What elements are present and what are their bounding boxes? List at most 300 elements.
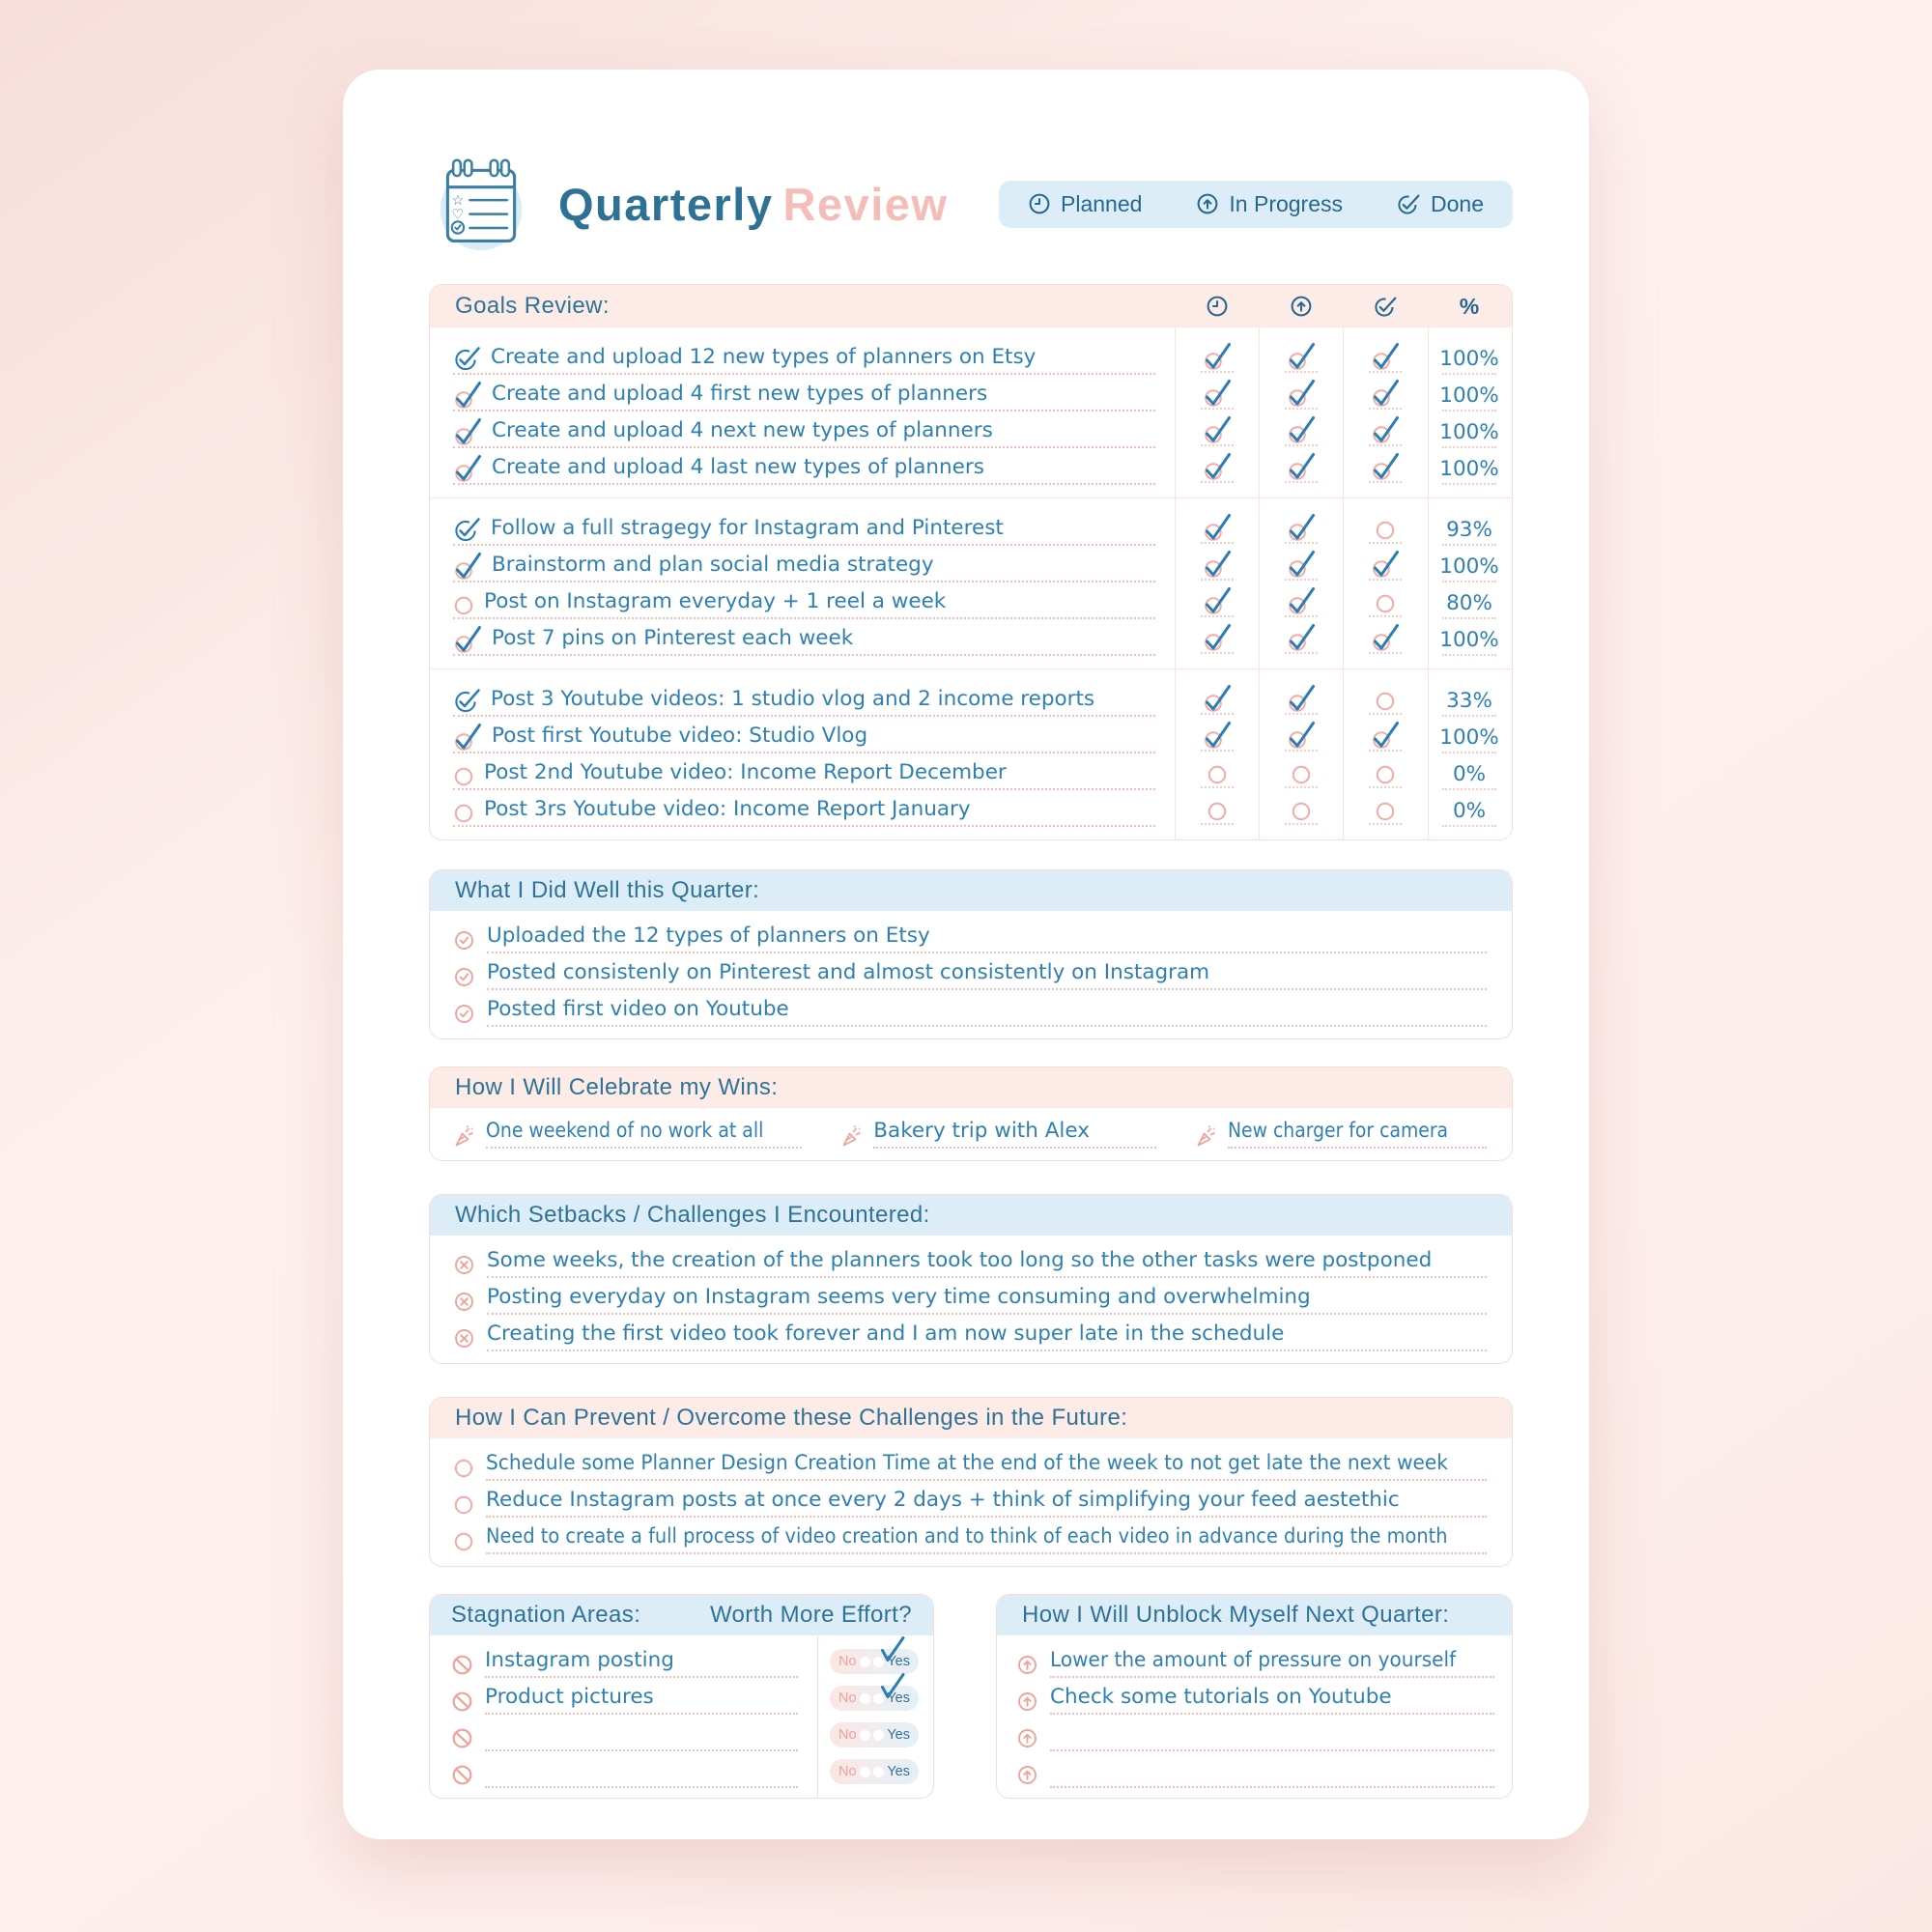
percent-value: 80%	[1446, 590, 1492, 615]
status-dotted-line	[1201, 542, 1234, 544]
status-dotted-line	[1369, 652, 1402, 654]
check-icon	[1203, 512, 1232, 541]
stagnation-row	[430, 1641, 933, 1678]
goal-row	[430, 619, 1512, 656]
setbacks-title: Which Setbacks / Challenges I Encountered:	[455, 1202, 930, 1228]
circle-arrow-up-icon	[1016, 1764, 1038, 1786]
celebrate-item	[453, 1110, 802, 1149]
status-dotted-line	[1369, 579, 1402, 581]
status-planned-cell[interactable]	[1175, 720, 1259, 753]
goal-label: Post 2nd Youtube video: Income Report December	[484, 760, 1007, 785]
goal-label: Create and upload 12 new types of planners on Etsy	[491, 345, 1037, 370]
status-done-cell[interactable]	[1343, 451, 1428, 485]
check-icon	[1371, 451, 1400, 480]
check-circle-icon	[1374, 295, 1398, 318]
svg-text:☆: ☆	[451, 192, 465, 209]
entry-text: Uploaded the 12 types of planners on Etsy	[487, 923, 930, 949]
celebrate-body	[430, 1108, 1512, 1160]
status-planned-cell[interactable]	[1175, 549, 1259, 582]
stagnation-row	[430, 1678, 933, 1715]
status-dotted-line	[1285, 786, 1318, 788]
status-dotted-line	[1369, 444, 1402, 446]
toggle-no-label: No	[838, 1654, 857, 1669]
goal-label: Create and upload 4 first new types of planners	[492, 382, 988, 407]
percent-value: 93%	[1446, 517, 1492, 542]
circle-x-icon	[453, 1291, 475, 1313]
goal-label: Follow a full stragegy for Instagram and Pinterest	[491, 516, 1004, 541]
celebrate-section	[429, 1066, 1513, 1161]
entry-line[interactable]	[1050, 1783, 1494, 1788]
no-entry-icon	[451, 1690, 473, 1713]
status-dotted-line	[1201, 652, 1234, 654]
status-dotted-line	[1285, 371, 1318, 373]
legend-label: Done	[1431, 190, 1484, 216]
check-icon	[1287, 378, 1316, 407]
entry-line[interactable]	[487, 998, 1487, 1027]
check-icon	[1287, 585, 1316, 614]
entry-line[interactable]	[485, 1783, 798, 1788]
yes-check-icon	[879, 1672, 906, 1701]
stagnation-section	[429, 1594, 934, 1799]
goal-row	[430, 338, 1512, 375]
status-planned-cell[interactable]	[1175, 764, 1259, 790]
stagnation-item	[430, 1751, 798, 1788]
status-done-cell[interactable]	[1343, 341, 1428, 375]
worth-effort-toggle[interactable]	[830, 1686, 919, 1711]
unblock-section	[996, 1594, 1513, 1799]
percent-cell	[1428, 456, 1511, 486]
entry-text: Product pictures	[485, 1685, 654, 1710]
column-divider-line	[1428, 327, 1429, 839]
percent-dotted-line	[1442, 373, 1496, 375]
entry-line[interactable]	[486, 1120, 802, 1149]
check-icon	[1287, 341, 1316, 370]
goal-group-2	[430, 497, 1512, 668]
entry-line[interactable]	[487, 924, 1487, 953]
status-done-cell[interactable]	[1343, 801, 1428, 827]
check-icon	[1371, 720, 1400, 749]
goal-done-circle-icon	[453, 688, 481, 714]
status-dotted-line	[1369, 786, 1402, 788]
status-inprogress-cell[interactable]	[1259, 720, 1343, 753]
unblock-header	[997, 1595, 1512, 1635]
percent-dotted-line	[1442, 654, 1496, 656]
did-well-section	[429, 869, 1513, 1039]
status-dotted-line	[1369, 823, 1402, 825]
circle-check-icon	[453, 966, 475, 988]
status-done-cell[interactable]	[1343, 593, 1428, 619]
status-inprogress-cell[interactable]	[1259, 764, 1343, 790]
entry-line[interactable]	[487, 1322, 1487, 1351]
title-secondary: Review	[782, 178, 949, 230]
unblock-title: How I Will Unblock Myself Next Quarter:	[1022, 1602, 1450, 1628]
goal-label: Post on Instagram everyday + 1 reel a week	[484, 589, 947, 614]
no-entry-icon	[451, 1727, 473, 1749]
status-done-cell[interactable]	[1343, 414, 1428, 448]
goal-text-field[interactable]	[453, 416, 1155, 448]
no-entry-icon	[451, 1654, 473, 1676]
prevent-title: How I Can Prevent / Overcome these Challenges in the Future:	[455, 1405, 1128, 1431]
goal-label: Post 3rs Youtube video: Income Report January	[484, 797, 971, 822]
percent-dotted-line	[1442, 788, 1496, 790]
entry-line[interactable]	[485, 1686, 798, 1715]
goal-circle-icon	[453, 766, 474, 787]
entry-line[interactable]	[486, 1452, 1487, 1481]
svg-text:♡: ♡	[451, 207, 465, 223]
status-dotted-line	[1201, 713, 1234, 715]
status-dotted-line	[1285, 750, 1318, 752]
percent-value: 100%	[1439, 724, 1499, 750]
check-icon	[1203, 549, 1232, 578]
status-dotted-line	[1201, 579, 1234, 581]
goal-label: Post first Youtube video: Studio Vlog	[492, 724, 868, 749]
setback-item	[453, 1278, 1487, 1315]
stagnation-header	[430, 1595, 933, 1635]
status-done-cell[interactable]	[1343, 520, 1428, 546]
percent-value: 100%	[1439, 346, 1499, 371]
title-primary: Quarterly	[558, 178, 774, 230]
did-well-body	[430, 911, 1512, 1038]
percent-cell	[1428, 517, 1511, 547]
status-inprogress-cell[interactable]	[1259, 683, 1343, 717]
check-icon	[1203, 622, 1232, 651]
goal-check-icon	[453, 453, 482, 482]
check-icon	[1371, 414, 1400, 443]
goal-text-field[interactable]	[453, 517, 1155, 546]
no-entry-icon	[451, 1764, 473, 1786]
did-well-title: What I Did Well this Quarter:	[455, 877, 760, 903]
status-planned-cell[interactable]	[1175, 378, 1259, 412]
did-well-item	[453, 990, 1487, 1027]
percent-cell	[1428, 419, 1511, 449]
status-inprogress-cell[interactable]	[1259, 622, 1343, 656]
legend-item-planned	[1028, 191, 1142, 217]
circle-icon	[1207, 801, 1228, 822]
check-icon	[1371, 378, 1400, 407]
entry-text: Bakery trip with Alex	[873, 1119, 1090, 1144]
status-planned-cell[interactable]	[1175, 341, 1259, 375]
worth-effort-toggle[interactable]	[830, 1649, 919, 1674]
unblock-item	[1016, 1715, 1494, 1751]
goal-text-field[interactable]	[453, 346, 1155, 375]
goal-group-1	[430, 327, 1512, 497]
goal-row	[430, 680, 1512, 717]
status-dotted-line	[1285, 481, 1318, 483]
goal-text-field[interactable]	[453, 688, 1155, 717]
planner-notepad-icon	[429, 156, 533, 252]
status-inprogress-cell[interactable]	[1259, 512, 1343, 546]
toggle-yes-label: Yes	[887, 1690, 910, 1706]
goal-text-field[interactable]	[453, 380, 1155, 412]
percent-value: 100%	[1439, 383, 1499, 408]
percent-value: 100%	[1439, 456, 1499, 481]
goal-text-field[interactable]	[453, 624, 1155, 656]
goal-done-circle-icon	[453, 517, 481, 543]
entry-text: One weekend of no work at all	[486, 1119, 764, 1144]
percent-dotted-line	[1442, 617, 1496, 619]
entry-text: Posting everyday on Instagram seems very time consuming and overwhelming	[487, 1285, 1311, 1310]
status-inprogress-cell[interactable]	[1259, 549, 1343, 582]
circle-icon	[453, 1494, 474, 1516]
circle-icon	[1375, 691, 1396, 712]
prevent-header	[430, 1398, 1512, 1438]
legend-label: Planned	[1061, 190, 1143, 216]
toggle-cell	[815, 1759, 933, 1788]
status-dotted-line	[1369, 408, 1402, 410]
status-done-cell[interactable]	[1343, 622, 1428, 656]
entry-text: Instagram posting	[485, 1648, 674, 1673]
status-dotted-line	[1201, 786, 1234, 788]
percent-cell	[1428, 627, 1511, 657]
worth-more-effort-title: Worth More Effort?	[709, 1602, 912, 1628]
check-icon	[1203, 341, 1232, 370]
status-inprogress-cell[interactable]	[1259, 585, 1343, 619]
goals-column-header	[1175, 295, 1259, 318]
check-icon	[1203, 585, 1232, 614]
check-icon	[1287, 512, 1316, 541]
status-dotted-line	[1201, 750, 1234, 752]
did-well-header	[430, 870, 1512, 911]
arrow-up-circle-icon	[1196, 192, 1219, 215]
status-inprogress-cell[interactable]	[1259, 801, 1343, 827]
did-well-item	[453, 917, 1487, 953]
circle-x-icon	[453, 1254, 475, 1276]
stagnation-title: Stagnation Areas:	[451, 1602, 641, 1628]
goal-row	[430, 448, 1512, 485]
percent-dotted-line	[1442, 446, 1496, 448]
status-dotted-line	[1201, 444, 1234, 446]
circle-icon	[1375, 801, 1396, 822]
status-legend	[999, 181, 1513, 228]
clock-icon	[1206, 295, 1229, 318]
status-dotted-line	[1285, 542, 1318, 544]
prevent-section	[429, 1397, 1513, 1567]
status-done-cell[interactable]	[1343, 378, 1428, 412]
status-inprogress-cell[interactable]	[1259, 341, 1343, 375]
goal-label: Create and upload 4 next new types of planners	[492, 418, 993, 443]
status-done-cell[interactable]	[1343, 549, 1428, 582]
unblock-item	[1016, 1641, 1494, 1678]
status-planned-cell[interactable]	[1175, 414, 1259, 448]
legend-item-done	[1397, 191, 1484, 217]
check-icon	[1203, 414, 1232, 443]
status-inprogress-cell[interactable]	[1259, 451, 1343, 485]
circle-icon	[1291, 801, 1312, 822]
stagnation-item	[430, 1715, 798, 1751]
entry-line[interactable]	[1050, 1649, 1494, 1678]
goal-text-field[interactable]	[453, 551, 1155, 582]
entry-line[interactable]	[487, 961, 1487, 990]
percent-dotted-line	[1442, 483, 1496, 485]
prevent-item	[453, 1481, 1487, 1518]
goal-row	[430, 790, 1512, 827]
goal-done-circle-icon	[453, 346, 481, 372]
entry-line[interactable]	[1050, 1747, 1494, 1751]
goals-column-header	[1259, 295, 1343, 318]
status-dotted-line	[1285, 579, 1318, 581]
goal-text-field[interactable]	[453, 798, 1155, 827]
worth-effort-toggle[interactable]	[830, 1722, 919, 1747]
percent-cell	[1428, 590, 1511, 620]
percent-cell	[1428, 724, 1511, 754]
bottom-row	[429, 1594, 1513, 1799]
status-planned-cell[interactable]	[1175, 451, 1259, 485]
goal-circle-icon	[453, 595, 474, 616]
circle-check-icon	[453, 929, 475, 952]
celebrate-item	[1195, 1110, 1487, 1149]
percent-column-label: %	[1459, 293, 1480, 319]
status-dotted-line	[1285, 408, 1318, 410]
percent-cell	[1428, 761, 1511, 791]
entry-text: New charger for camera	[1227, 1119, 1448, 1144]
goals-table-header	[430, 285, 1512, 327]
percent-value: 100%	[1439, 627, 1499, 652]
status-dotted-line	[1201, 481, 1234, 483]
circle-check-icon	[453, 1003, 475, 1025]
circle-icon	[1375, 593, 1396, 614]
circle-icon	[1375, 764, 1396, 785]
goal-check-icon	[453, 722, 482, 751]
toggle-dot	[860, 1730, 870, 1741]
status-dotted-line	[1369, 750, 1402, 752]
circle-icon	[1207, 764, 1228, 785]
toggle-dots	[860, 1767, 884, 1777]
circle-icon	[1375, 520, 1396, 541]
goal-label: Post 7 pins on Pinterest each week	[492, 626, 854, 651]
status-planned-cell[interactable]	[1175, 683, 1259, 717]
percent-cell	[1428, 798, 1511, 828]
goal-text-field[interactable]	[453, 453, 1155, 485]
circle-arrow-up-icon	[1016, 1727, 1038, 1749]
percent-cell	[1428, 346, 1511, 376]
planner-card	[343, 70, 1589, 1839]
entry-text: Need to create a full process of video creation and to think of each video in advance during the month	[486, 1524, 1448, 1549]
check-icon	[1203, 683, 1232, 712]
status-done-cell[interactable]	[1343, 691, 1428, 717]
clock-icon	[1028, 192, 1051, 215]
setbacks-body	[430, 1236, 1512, 1363]
percent-dotted-line	[1442, 410, 1496, 412]
stagnation-row	[430, 1751, 933, 1788]
goal-text-field[interactable]	[453, 590, 1155, 619]
status-planned-cell[interactable]	[1175, 512, 1259, 546]
toggle-yes-label: Yes	[887, 1727, 910, 1743]
entry-line[interactable]	[487, 1249, 1487, 1278]
entry-line[interactable]	[486, 1489, 1487, 1518]
percent-value: 0%	[1452, 798, 1487, 823]
entry-text: Posted first video on Youtube	[487, 997, 789, 1022]
legend-label: In Progress	[1229, 190, 1344, 216]
toggle-no-label: No	[838, 1727, 857, 1743]
unblock-body	[997, 1635, 1512, 1798]
entry-text: Schedule some Planner Design Creation Time at the end of the week to not get late the next week	[486, 1451, 1448, 1476]
status-done-cell[interactable]	[1343, 720, 1428, 753]
entry-text: Check some tutorials on Youtube	[1050, 1685, 1392, 1710]
status-dotted-line	[1201, 371, 1234, 373]
status-inprogress-cell[interactable]	[1259, 378, 1343, 412]
check-icon	[1287, 683, 1316, 712]
check-circle-icon	[1397, 192, 1421, 215]
circle-icon	[453, 1458, 474, 1479]
celebrate-header	[430, 1067, 1512, 1108]
percent-value: 33%	[1446, 688, 1492, 713]
entry-text: Creating the first video took forever and I am now super late in the schedule	[487, 1321, 1285, 1347]
arrow-up-circle-icon	[1290, 295, 1313, 318]
toggle-cell	[815, 1686, 933, 1715]
entry-line[interactable]	[485, 1649, 798, 1678]
entry-line[interactable]	[487, 1286, 1487, 1315]
goal-circle-icon	[453, 803, 474, 824]
entry-line[interactable]	[1228, 1120, 1487, 1149]
unblock-item	[1016, 1751, 1494, 1788]
goal-text-field[interactable]	[453, 761, 1155, 790]
status-inprogress-cell[interactable]	[1259, 414, 1343, 448]
legend-item-in-progress	[1196, 191, 1343, 217]
toggle-dots	[860, 1730, 884, 1741]
goal-check-icon	[453, 416, 482, 445]
status-planned-cell[interactable]	[1175, 585, 1259, 619]
status-done-cell[interactable]	[1343, 764, 1428, 790]
status-dotted-line	[1369, 615, 1402, 617]
entry-line[interactable]	[1050, 1686, 1494, 1715]
check-icon	[1203, 451, 1232, 480]
setback-item	[453, 1241, 1487, 1278]
stagnation-item	[430, 1678, 798, 1715]
status-dotted-line	[1201, 408, 1234, 410]
toggle-dot	[873, 1730, 884, 1741]
toggle-dot	[873, 1767, 884, 1777]
setbacks-header	[430, 1195, 1512, 1236]
toggle-yes-label: Yes	[887, 1654, 910, 1669]
goal-row	[430, 412, 1512, 448]
entry-line[interactable]	[873, 1120, 1155, 1149]
status-dotted-line	[1369, 371, 1402, 373]
status-dotted-line	[1285, 652, 1318, 654]
status-dotted-line	[1201, 823, 1234, 825]
stagnation-row	[430, 1715, 933, 1751]
check-icon	[1287, 622, 1316, 651]
status-dotted-line	[1285, 615, 1318, 617]
goal-group-3	[430, 668, 1512, 839]
goal-row	[430, 509, 1512, 546]
circle-arrow-up-icon	[1016, 1654, 1038, 1676]
goal-row	[430, 582, 1512, 619]
did-well-item	[453, 953, 1487, 990]
stagnation-item	[430, 1641, 798, 1678]
entry-text: Posted consistenly on Pinterest and almost consistently on Instagram	[487, 960, 1210, 985]
goal-label: Brainstorm and plan social media strategy	[492, 553, 934, 578]
worth-effort-toggle[interactable]	[830, 1759, 919, 1784]
percent-cell	[1428, 688, 1511, 718]
check-icon	[1203, 378, 1232, 407]
prevent-item	[453, 1518, 1487, 1554]
page-title	[558, 178, 948, 231]
percent-cell	[1428, 385, 1511, 412]
goal-text-field[interactable]	[453, 722, 1155, 753]
entry-line[interactable]	[486, 1525, 1487, 1554]
check-icon	[1371, 549, 1400, 578]
percent-value: 0%	[1452, 761, 1487, 786]
percent-cell	[1428, 556, 1511, 583]
status-planned-cell[interactable]	[1175, 622, 1259, 656]
check-icon	[1287, 451, 1316, 480]
goal-label: Post 3 Youtube videos: 1 studio vlog and 2 income reports	[491, 687, 1095, 712]
stagnation-divider	[817, 1635, 818, 1798]
goals-review-table	[429, 284, 1513, 840]
status-planned-cell[interactable]	[1175, 801, 1259, 827]
status-dotted-line	[1369, 542, 1402, 544]
goals-column-header	[1343, 295, 1428, 318]
